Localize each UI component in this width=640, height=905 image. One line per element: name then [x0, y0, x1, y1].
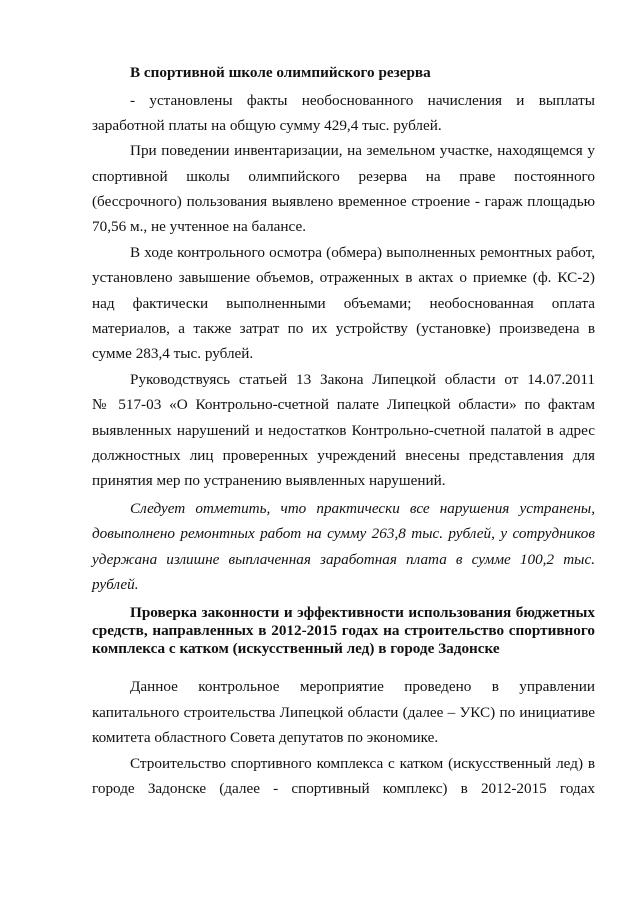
subheading: В спортивной школе олимпийского резерва [130, 64, 431, 81]
paragraph-line: - установлены факты необоснованного начисления и выплаты [130, 92, 595, 109]
paragraph-line: При поведении инвентаризации, на земельном участке, находящемся у [130, 142, 595, 159]
paragraph-line: спортивной школы олимпийского резерва на праве постоянного [92, 168, 595, 185]
section-heading-line: средств, направленных в 2012-2015 годах на строительство спортивного [92, 622, 595, 639]
section-heading-line: комплекса с катком (искусственный лед) в городе Задонске [92, 640, 500, 657]
paragraph-line: Строительство спортивного комплекса с катком (искусственный лед) в [130, 755, 595, 772]
paragraph-line: (бессрочного) пользования выявлено временное строение - гараж площадью [92, 193, 595, 210]
paragraph-line: Данное контрольное мероприятие проведено в управлении [130, 678, 595, 695]
paragraph-line: довыполнено ремонтных работ на сумму 263,8 тыс. рублей, у сотрудников [92, 525, 595, 542]
paragraph-line: комитета областного Совета депутатов по экономике. [92, 729, 439, 746]
paragraph-line: сумме 283,4 тыс. рублей. [92, 345, 254, 362]
paragraph-line: Следует отметить, что практически все нарушения устранены, [130, 500, 595, 517]
paragraph-line: над фактически выполненными объемами; необоснованная оплата [92, 295, 595, 312]
section-heading-line: Проверка законности и эффективности использования бюджетных [130, 604, 595, 621]
paragraph-line: материалов, а также затрат по их устройству (установке) произведена в [92, 320, 595, 337]
paragraph-line: капитального строительства Липецкой области (далее – УКС) по инициативе [92, 704, 595, 721]
paragraph-line: городе Задонске (далее - спортивный комплекс) в 2012-2015 годах [92, 780, 595, 797]
paragraph-line: выявленных нарушений и недостатков Контрольно-счетной палатой в адрес [92, 422, 595, 439]
paragraph-line: заработной платы на общую сумму 429,4 тыс. рублей. [92, 117, 442, 134]
paragraph-line: установлено завышение объемов, отраженных в актах о приемке (ф. КС-2) [92, 269, 595, 286]
paragraph-line: В ходе контрольного осмотра (обмера) выполненных ремонтных работ, [130, 244, 595, 261]
paragraph-line: удержана излишне выплаченная заработная плата в сумме 100,2 тыс. [92, 551, 595, 568]
paragraph-line: принятия мер по устранению выявленных нарушений. [92, 472, 446, 489]
paragraph-line: рублей. [92, 576, 139, 593]
paragraph-line: 70,56 м., не учтенное на балансе. [92, 218, 306, 235]
paragraph-line: должностных лиц проверенных учреждений внесены представления для [92, 447, 595, 464]
paragraph-line: № 517-03 «О Контрольно-счетной палате Липецкой области» по фактам [92, 396, 595, 413]
paragraph-line: Руководствуясь статьей 13 Закона Липецкой области от 14.07.2011 [130, 371, 595, 388]
